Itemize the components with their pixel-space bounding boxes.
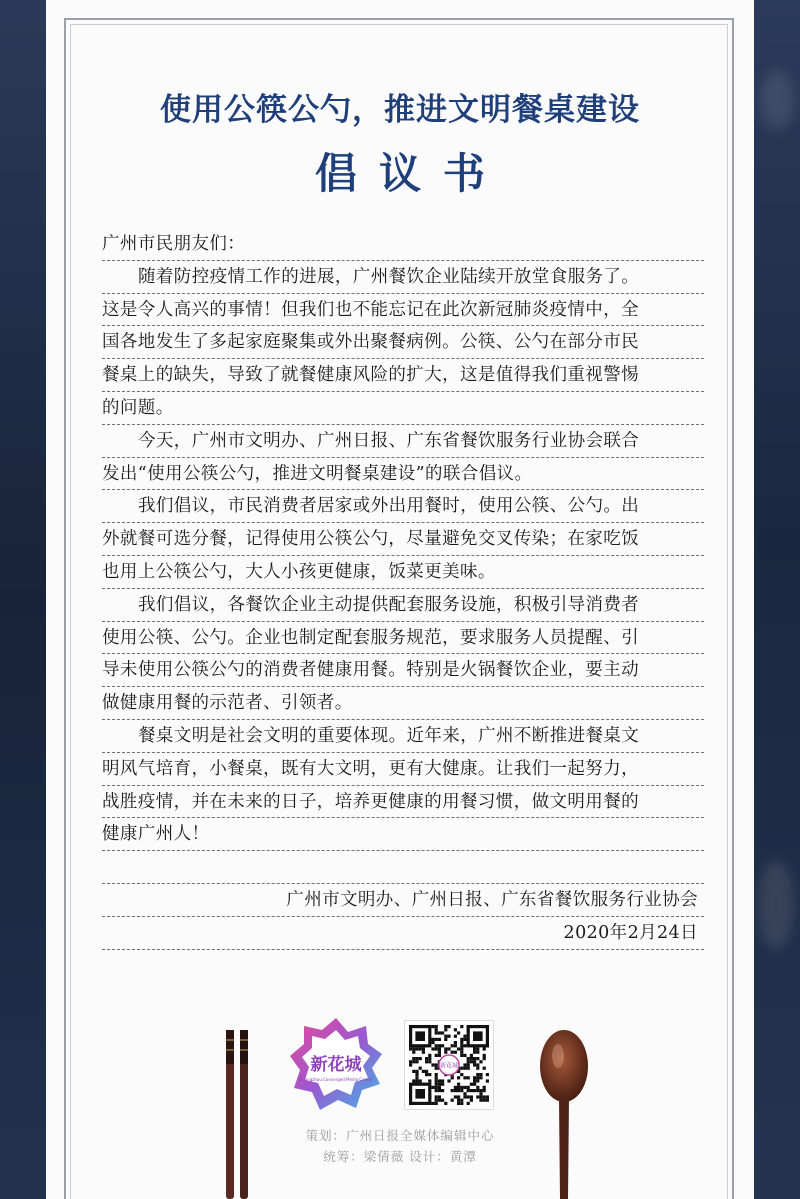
credit-staff: 统筹：梁倩薇 设计：黄潭: [323, 1149, 477, 1164]
letter-line: 这是令人高兴的事情！但我们也不能忘记在此次新冠肺炎疫情中，全: [102, 294, 704, 327]
letter-line: 外就餐可选分餐，记得使用公筷公勺，尽量避免交叉传染；在家吃饭: [102, 523, 704, 556]
letter-line: 国各地发生了多起家庭聚集或外出聚餐病例。公筷、公勺在部分市民: [102, 326, 704, 359]
letter-body: [102, 228, 704, 950]
letter-line: 发出“使用公筷公勺，推进文明餐桌建设”的联合倡议。: [102, 458, 704, 491]
letter-line: 随着防控疫情工作的进展，广州餐饮企业陆续开放堂食服务了。: [102, 261, 704, 294]
right-background-panel: [754, 0, 800, 1199]
letter-line: 广州市民朋友们：: [102, 228, 704, 261]
xinhuacheng-logo-icon: [286, 1014, 386, 1114]
logo-text: 新花城: [310, 1055, 362, 1075]
qr-code-icon: [404, 1020, 494, 1110]
spoon-icon: [534, 1028, 594, 1199]
chopsticks-icon: [218, 1030, 258, 1199]
letter-line: 做健康用餐的示范者、引领者。: [102, 687, 704, 720]
qr-badge: 新花城: [439, 1062, 459, 1070]
page-subtitle: 倡议书: [314, 149, 507, 198]
letter-line: 战胜疫情，并在未来的日子，培养更健康的用餐习惯，做文明用餐的: [102, 786, 704, 819]
letter-line: 今天，广州市文明办、广州日报、广东省餐饮服务行业协会联合: [102, 425, 704, 458]
letter-line: 我们倡议，市民消费者居家或外出用餐时，使用公筷、公勺。出: [102, 490, 704, 523]
logo-subtext: Guangzhou Converged Media Center: [299, 1077, 373, 1082]
letter-line: 餐桌上的缺失，导致了就餐健康风险的扩大，这是值得我们重视警惕: [102, 359, 704, 392]
letter-line: [102, 851, 704, 884]
signature-line: 2020年2月24日: [102, 917, 704, 950]
letter-paper: [46, 0, 754, 1199]
letter-line: 的问题。: [102, 392, 704, 425]
letter-line: 我们倡议，各餐饮企业主动提供配套服务设施，积极引导消费者: [102, 589, 704, 622]
left-background-panel: [0, 0, 46, 1199]
credit-planning: 策划：广州日报全媒体编辑中心: [305, 1128, 495, 1143]
letter-line: 使用公筷、公勺。企业也制定配套服务规范，要求服务人员提醒、引: [102, 622, 704, 655]
letter-line: 明风气培育，小餐桌，既有大文明，更有大健康。让我们一起努力，: [102, 753, 704, 786]
letter-line: 导未使用公筷公勺的消费者健康用餐。特别是火锅餐饮企业，要主动: [102, 654, 704, 687]
letter-line: 餐桌文明是社会文明的重要体现。近年来，广州不断推进餐桌文: [102, 720, 704, 753]
letter-line: 健康广州人！: [102, 818, 704, 851]
signature-line: 广州市文明办、广州日报、广东省餐饮服务行业协会: [102, 884, 704, 917]
page-title: 使用公筷公勺，推进文明餐桌建设: [160, 92, 640, 128]
letter-line: 也用上公筷公勺，大人小孩更健康，饭菜更美味。: [102, 556, 704, 589]
